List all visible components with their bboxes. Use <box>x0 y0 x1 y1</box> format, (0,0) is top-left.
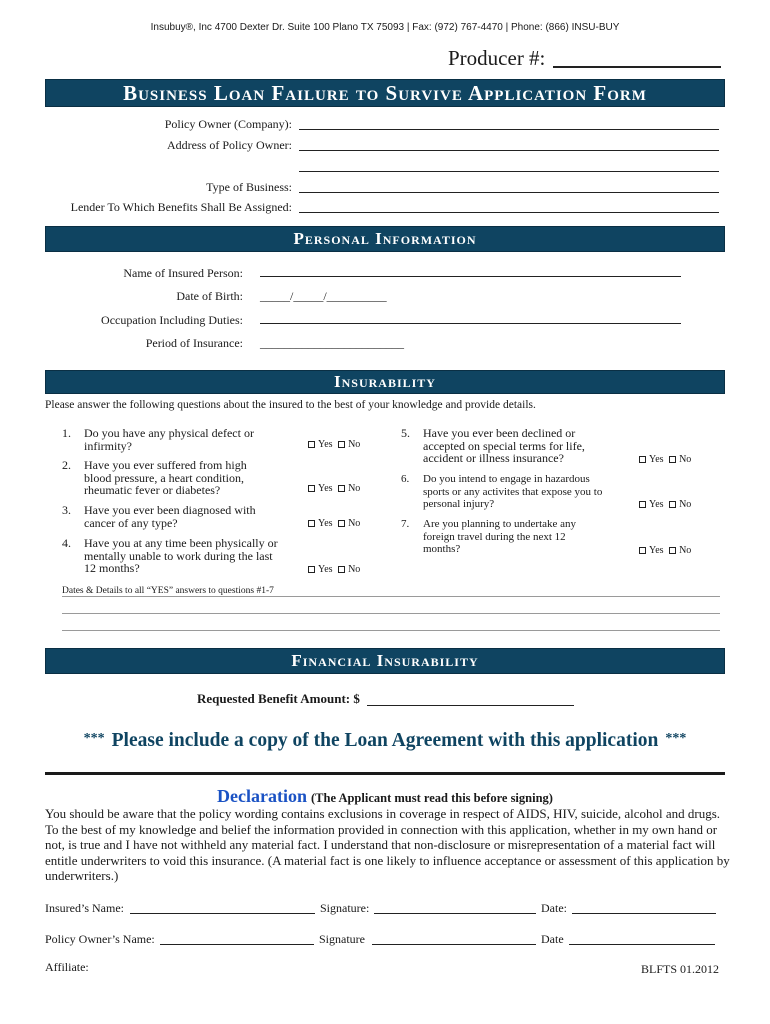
declaration-title: Declaration <box>217 786 308 806</box>
business-type-field[interactable] <box>299 192 719 193</box>
policy-address-field-2[interactable] <box>299 171 719 172</box>
details-line-1[interactable] <box>62 596 720 597</box>
no-label: No <box>348 518 361 529</box>
details-line-2[interactable] <box>62 613 720 614</box>
no-label: No <box>679 499 692 510</box>
insured-name-label: Name of Insured Person: <box>123 266 243 280</box>
question-text: Do you have any physical defect or infirmity? <box>84 426 254 453</box>
yes-label: Yes <box>649 545 664 556</box>
yes-label: Yes <box>318 518 333 529</box>
details-label: Dates & Details to all “YES” answers to questions #1-7 <box>62 586 274 596</box>
policy-address-label: Address of Policy Owner: <box>167 138 292 152</box>
occupation-label: Occupation Including Duties: <box>101 313 243 327</box>
affiliate-label: Affiliate: <box>45 960 89 974</box>
signature-1-field[interactable] <box>374 913 536 914</box>
business-type-label: Type of Business: <box>206 180 292 194</box>
notice-stars-right: *** <box>665 731 687 746</box>
yes-no-4 <box>308 564 360 575</box>
no-checkbox[interactable] <box>338 441 345 448</box>
insured-name-sign-label: Insured’s Name: <box>45 901 124 915</box>
question-4 <box>62 537 292 577</box>
question-1 <box>62 427 282 453</box>
no-checkbox[interactable] <box>338 566 345 573</box>
question-number: 7. <box>401 518 410 530</box>
header-contact: Insubuy®, Inc 4700 Dexter Dr. Suite 100 Plano TX 75093 | Fax: (972) 767-4470 | Phone: (866) INSU-BUY <box>150 22 620 33</box>
section-financial-insurability: Financial Insurability <box>45 648 725 674</box>
yes-checkbox[interactable] <box>639 547 646 554</box>
yes-no-1 <box>308 439 360 450</box>
period-label: Period of Insurance: <box>145 336 243 350</box>
insured-name-field[interactable] <box>260 276 681 277</box>
question-text: Have you ever been declined or accepted on special terms for life, accident or illness insurance? <box>423 426 585 465</box>
notice-text: Please include a copy of the Loan Agreement with this application <box>111 730 659 751</box>
date-2-field[interactable] <box>569 944 715 945</box>
occupation-field[interactable] <box>260 323 681 324</box>
question-text: Have you ever been diagnosed with cancer of any type? <box>84 503 256 530</box>
yes-checkbox[interactable] <box>308 566 315 573</box>
benefit-amount-label: Requested Benefit Amount: $ <box>197 691 360 706</box>
no-label: No <box>679 545 692 556</box>
section-insurability: Insurability <box>45 370 725 394</box>
insured-name-sign-field[interactable] <box>130 913 315 914</box>
date-2-label: Date <box>541 932 564 946</box>
details-line-3[interactable] <box>62 630 720 631</box>
question-2 <box>62 459 282 499</box>
no-label: No <box>348 564 361 575</box>
question-number: 4. <box>62 536 71 550</box>
dob-field[interactable]: _____/_____/__________ <box>260 289 387 303</box>
yes-label: Yes <box>649 454 664 465</box>
yes-no-2 <box>308 483 360 494</box>
no-label: No <box>348 439 361 450</box>
yes-checkbox[interactable] <box>308 441 315 448</box>
no-checkbox[interactable] <box>669 547 676 554</box>
yes-checkbox[interactable] <box>308 485 315 492</box>
loan-agreement-notice <box>0 730 770 752</box>
question-text: Do you intend to engage in hazardous sports or any activites that expose you to personal injury? <box>423 473 603 510</box>
dob-label: Date of Birth: <box>176 289 243 303</box>
yes-label: Yes <box>649 499 664 510</box>
producer-label: Producer #: <box>448 46 546 70</box>
yes-checkbox[interactable] <box>639 456 646 463</box>
owner-name-sign-field[interactable] <box>160 944 314 945</box>
yes-no-3 <box>308 518 360 529</box>
yes-no-6 <box>639 499 691 510</box>
divider <box>45 772 725 775</box>
yes-no-5 <box>639 454 691 465</box>
no-label: No <box>348 483 361 494</box>
no-checkbox[interactable] <box>669 501 676 508</box>
declaration-subtitle: (The Applicant must read this before signing) <box>311 791 553 805</box>
date-1-label: Date: <box>541 901 567 915</box>
benefit-amount-field[interactable] <box>367 705 574 706</box>
no-checkbox[interactable] <box>338 485 345 492</box>
lender-field[interactable] <box>299 212 719 213</box>
question-number: 2. <box>62 458 71 472</box>
period-field[interactable]: ________________________ <box>260 336 404 350</box>
question-3 <box>62 504 282 530</box>
signature-2-label: Signature <box>319 932 365 946</box>
declaration-body: You should be aware that the policy wording contains exclusions in coverage in respect of AIDS, HIV, suicide, alcohol and drugs. To the best of my knowledge and belief the information provided in connection with this application, whether in my own hand or not, is true and I have not withheld any material fact. I understand that non-disclosure or misrepresentation of a material fact will entitle underwriters to void this insurance. (A material fact is one likely to influence acceptance or assessment of this application by underwriters.) <box>45 806 730 883</box>
yes-label: Yes <box>318 564 333 575</box>
question-number: 6. <box>401 473 410 485</box>
question-text: Are you planning to undertake any foreign travel during the next 12 months? <box>423 518 577 555</box>
question-text: Have you at any time been physically or mentally unable to work during the last 12 months? <box>84 536 278 575</box>
declaration-heading <box>0 786 770 807</box>
insurability-intro: Please answer the following questions about the insured to the best of your knowledge and provide details. <box>45 399 536 411</box>
date-1-field[interactable] <box>572 913 716 914</box>
no-checkbox[interactable] <box>669 456 676 463</box>
notice-stars-left: *** <box>83 731 105 746</box>
yes-checkbox[interactable] <box>639 501 646 508</box>
form-code: BLFTS 01.2012 <box>641 962 720 976</box>
no-label: No <box>679 454 692 465</box>
signature-2-field[interactable] <box>372 944 536 945</box>
question-7 <box>401 518 621 558</box>
lender-label: Lender To Which Benefits Shall Be Assigned: <box>70 200 292 214</box>
policy-owner-label: Policy Owner (Company): <box>164 117 292 131</box>
no-checkbox[interactable] <box>338 520 345 527</box>
yes-no-7 <box>639 545 691 556</box>
yes-label: Yes <box>318 483 333 494</box>
question-5 <box>401 427 621 467</box>
section-personal-information: Personal Information <box>45 226 725 252</box>
question-text: Have you ever suffered from high blood pressure, a heart condition, rheumatic fever or diabetes? <box>84 458 247 497</box>
yes-label: Yes <box>318 439 333 450</box>
yes-checkbox[interactable] <box>308 520 315 527</box>
question-number: 1. <box>62 426 71 440</box>
policy-address-field[interactable] <box>299 150 719 151</box>
question-6 <box>401 473 621 513</box>
producer-field[interactable] <box>553 66 721 68</box>
question-number: 3. <box>62 503 71 517</box>
policy-owner-field[interactable] <box>299 129 719 130</box>
form-title: Business Loan Failure to Survive Application Form <box>45 79 725 107</box>
signature-1-label: Signature: <box>320 901 370 915</box>
owner-name-sign-label: Policy Owner’s Name: <box>45 932 155 946</box>
question-number: 5. <box>401 426 410 440</box>
